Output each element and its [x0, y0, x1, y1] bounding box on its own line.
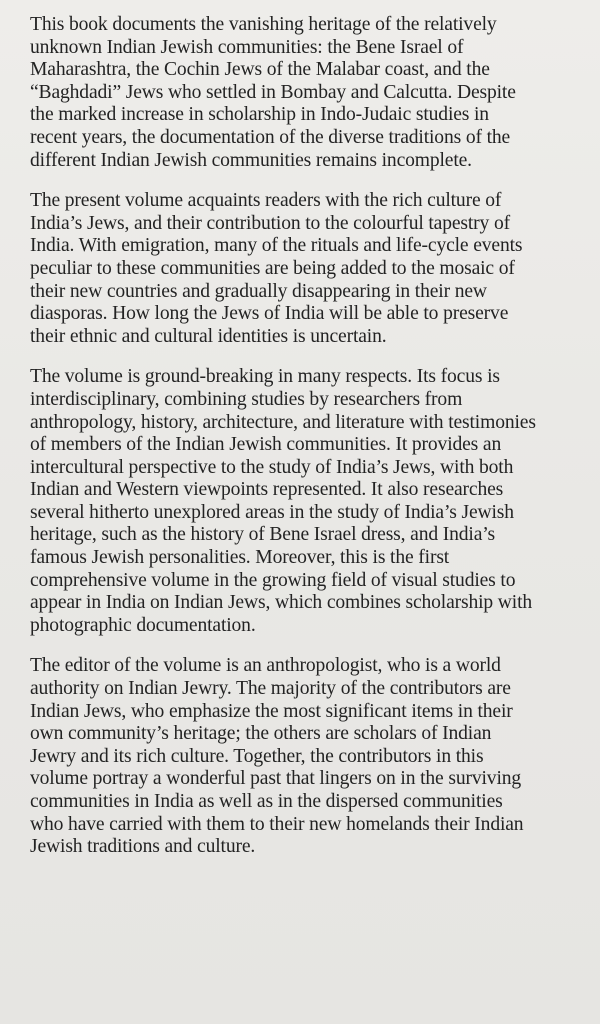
- paragraph-intro: This book documents the vanishing heritage of the relatively unknown Indian Jewish communities: the Bene Israel of Maharashtra, the Cochin Jews of the Malabar coast, and the “Baghdadi” Jews who settled in Bombay and Calcutta. Despite the marked increase in scholarship in Indo-Judaic studies in recent years, the documentation of the diverse traditions of the different Indian Jewish communities remains incomplete.: [30, 14, 516, 171]
- paragraph-culture: The present volume acquaints readers with the rich culture of India’s Jews, and their contribution to the colourful tapestry of India. With emigration, many of the rituals and life-cycle events peculiar to these communities are being added to the mosaic of their new countries and gradually disappearing in their new diasporas. How long the Jews of India will be able to preserve their ethnic and cultural identities is uncertain.: [30, 190, 523, 347]
- paragraph-scope: The volume is ground-breaking in many respects. Its focus is interdisciplinary, combining studies by researchers from anthropology, history, architecture, and literature with testimonies of members of the Indian Jewish communities. It provides an intercultural perspective to the study of India’s Jews, with both Indian and Western viewpoints represented. It also researches several hitherto unexplored areas in the study of India’s Jewish heritage, such as the history of Bene Israel dress, and India’s famous Jewish personalities. Moreover, this is the first comprehensive volume in the growing field of visual studies to appear in India on Indian Jews, which combines scholarship with photographic documentation.: [30, 366, 536, 636]
- paragraph-editor: The editor of the volume is an anthropologist, who is a world authority on Indian Jewry. The majority of the contributors are Indian Jews, who emphasize the most significant items in their own community’s heritage; the others are scholars of Indian Jewry and its rich culture. Together, the contributors in this volume portray a wonderful past that lingers on in the surviving communities in India as well as in the dispersed communities who have carried with them to their new homelands their Indian Jewish traditions and culture.: [30, 655, 524, 858]
